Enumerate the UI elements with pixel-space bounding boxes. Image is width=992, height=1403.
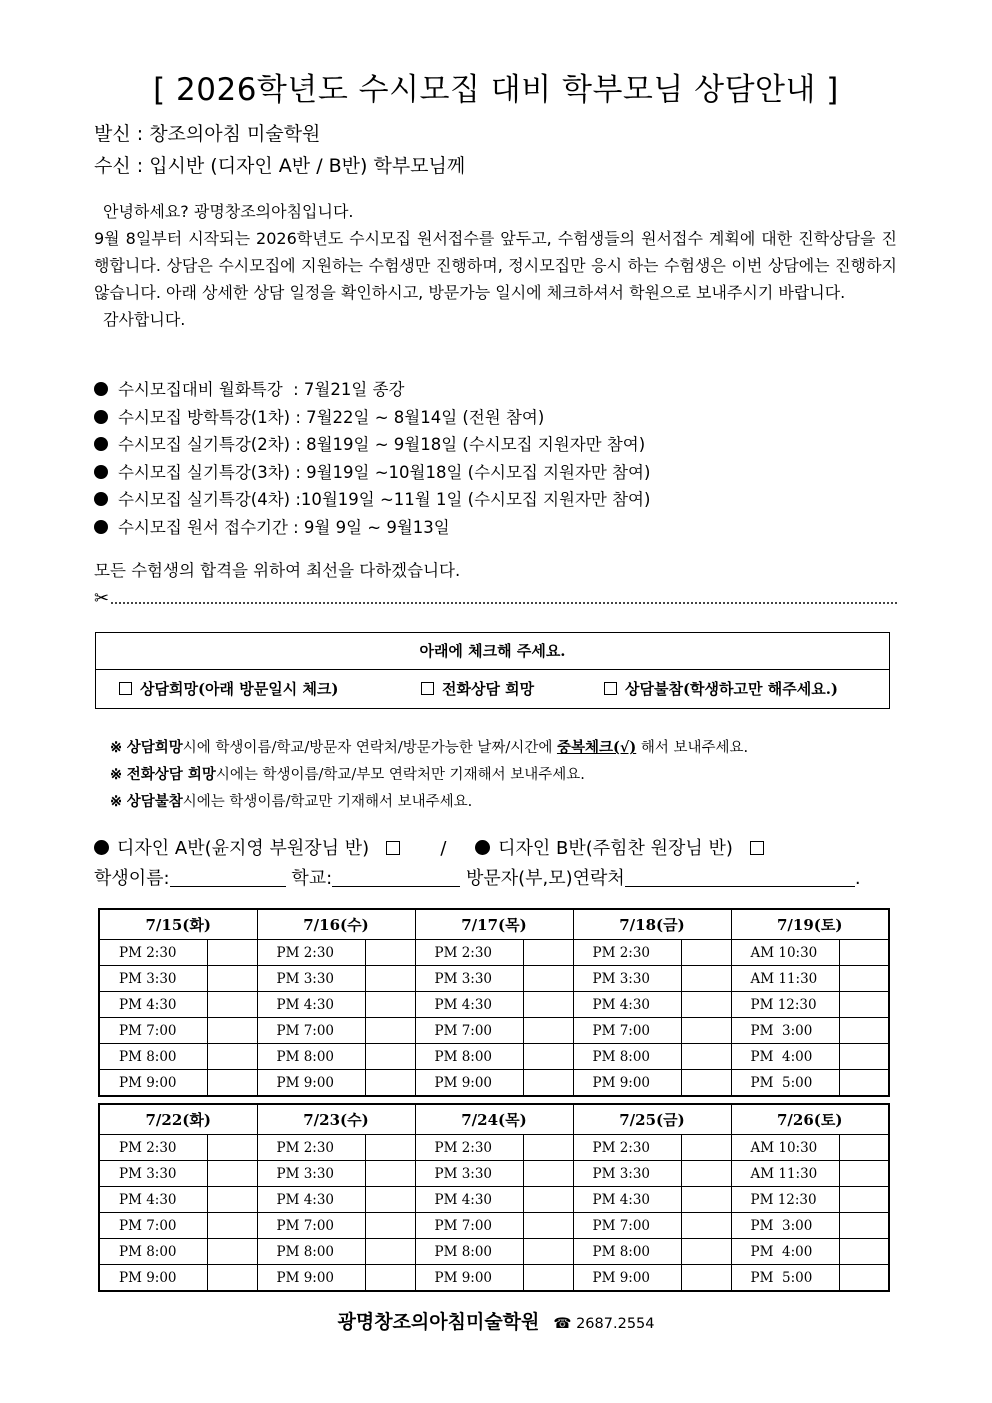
time-check-cell[interactable]: [207, 1239, 257, 1265]
class-b-checkbox[interactable]: [750, 841, 764, 855]
time-check-cell[interactable]: [365, 966, 415, 992]
closing-text: 모든 수험생의 합격을 위하여 최선을 다하겠습니다.: [94, 561, 461, 580]
time-check-cell[interactable]: [207, 1135, 257, 1161]
time-check-cell[interactable]: [681, 1044, 731, 1070]
time-row: [99, 940, 889, 966]
time-check-cell[interactable]: [839, 1135, 889, 1161]
time-check-cell[interactable]: [839, 1187, 889, 1213]
option-no-attend[interactable]: [604, 670, 838, 709]
time-check-cell[interactable]: [523, 1044, 573, 1070]
time-slot: PM 3:30: [257, 966, 365, 992]
time-check-cell[interactable]: [681, 1239, 731, 1265]
school-label: 학교:: [291, 868, 333, 889]
time-check-cell[interactable]: [681, 1265, 731, 1292]
bullet-text: 수시모집대비 월화특강 : 7월21일 종강: [118, 380, 405, 399]
bullet-icon: [475, 840, 490, 855]
time-slot: PM 5:00: [731, 1265, 839, 1292]
footer: [0, 1307, 992, 1334]
schedule-bullet: [94, 486, 650, 514]
day-header: 7/22(화): [99, 1104, 257, 1135]
time-row: [99, 1161, 889, 1187]
time-slot: PM 7:00: [99, 1213, 207, 1239]
time-row: [99, 1187, 889, 1213]
time-slot: PM 9:00: [257, 1265, 365, 1292]
intro-text: [94, 198, 897, 333]
time-slot: PM 9:00: [415, 1070, 523, 1097]
time-check-cell[interactable]: [839, 1161, 889, 1187]
bullet-text: 수시모집 실기특강(3차) : 9월19일 ~10월18일 (수시모집 지원자만 참여): [118, 462, 651, 482]
time-slot: PM 7:00: [257, 1213, 365, 1239]
time-slot: AM 11:30: [731, 966, 839, 992]
student-name-field[interactable]: [170, 868, 286, 887]
time-slot: PM 8:00: [573, 1044, 681, 1070]
bullet-text: 수시모집 방학특강(1차) : 7월22일 ~ 8월14일 (전원 참여): [118, 407, 545, 427]
time-slot: PM 9:00: [573, 1070, 681, 1097]
time-check-cell[interactable]: [365, 1018, 415, 1044]
note-emphasis: 중복체크(√): [556, 739, 637, 756]
field-end-dot: .: [854, 868, 861, 889]
time-check-cell[interactable]: [365, 1239, 415, 1265]
time-slot: PM 9:00: [573, 1265, 681, 1292]
time-slot: PM 2:30: [573, 940, 681, 966]
time-row: [99, 1135, 889, 1161]
time-slot: PM 3:30: [257, 1161, 365, 1187]
time-check-cell[interactable]: [207, 966, 257, 992]
time-check-cell[interactable]: [839, 1070, 889, 1097]
time-check-cell[interactable]: [207, 1265, 257, 1292]
time-check-cell[interactable]: [365, 1265, 415, 1292]
schedule-bullet: [94, 376, 650, 404]
day-header: 7/24(목): [415, 1104, 573, 1135]
time-slot: PM 12:30: [731, 992, 839, 1018]
schedule-bullet: [94, 431, 650, 459]
checkbox-icon[interactable]: [604, 682, 617, 695]
body-text: 9월 8일부터 시작되는 2026학년도 수시모집 원서접수를 앞두고, 수험생들의 원서접수 계획에 대한 진학상담을 진행합니다. 상담은 수시모집에 지원하는 수험생만 진행하며, 정시모집만 응시 하는 수험생은 이번 상담에는 진행하지 않습니다. 아래 상세한 상담 일정을 확인하시고, 방문가능 일시에 체크하셔서 학원으로 보내주시기 바랍니다.: [94, 229, 897, 302]
time-slot: PM 8:00: [415, 1239, 523, 1265]
note-bold: 상담희망: [126, 739, 183, 756]
bullet-icon: [94, 492, 108, 506]
time-check-cell[interactable]: [365, 1161, 415, 1187]
time-check-cell[interactable]: [681, 992, 731, 1018]
time-slot: PM 4:00: [731, 1044, 839, 1070]
time-check-cell[interactable]: [365, 1135, 415, 1161]
phone-number: [553, 1316, 654, 1332]
day-header: 7/17(목): [415, 909, 573, 940]
time-check-cell[interactable]: [839, 940, 889, 966]
time-slot: PM 3:30: [573, 1161, 681, 1187]
time-row: [99, 1213, 889, 1239]
time-slot: PM 8:00: [573, 1239, 681, 1265]
time-row: [99, 1018, 889, 1044]
time-check-cell[interactable]: [839, 992, 889, 1018]
academy-name: 광명창조의아침미술학원: [337, 1311, 540, 1333]
phone-text: 2687.2554: [576, 1316, 655, 1332]
day-header: 7/15(화): [99, 909, 257, 940]
class-b-label: 디자인 B반(주힘찬 원장님 반): [498, 838, 733, 859]
time-row: [99, 1044, 889, 1070]
option-label: 전화상담 희망: [442, 680, 535, 698]
bullet-icon: [94, 840, 109, 855]
option-label: 상담불참(학생하고만 해주세요.): [625, 680, 839, 698]
time-check-cell[interactable]: [207, 1213, 257, 1239]
time-slot: PM 8:00: [257, 1239, 365, 1265]
time-check-cell[interactable]: [207, 1070, 257, 1097]
time-slot: PM 3:30: [415, 1161, 523, 1187]
time-slot: PM 3:00: [731, 1018, 839, 1044]
note-text: 해서 보내주세요.: [636, 740, 749, 756]
note-bold: 상담불참: [126, 793, 183, 810]
time-check-cell[interactable]: [523, 1161, 573, 1187]
time-slot: AM 10:30: [731, 1135, 839, 1161]
time-slot: PM 8:00: [99, 1239, 207, 1265]
note-bold: 전화상담 희망: [126, 766, 216, 783]
time-slot: PM 3:00: [731, 1213, 839, 1239]
time-slot: PM 7:00: [573, 1018, 681, 1044]
time-check-cell[interactable]: [681, 1161, 731, 1187]
time-slot: PM 2:30: [573, 1135, 681, 1161]
note-mark: ※: [110, 793, 123, 810]
option-label: 상담희망(아래 방문일시 체크): [140, 680, 339, 698]
time-slot: PM 8:00: [415, 1044, 523, 1070]
time-slot: PM 9:00: [257, 1070, 365, 1097]
contact-field[interactable]: [625, 868, 855, 887]
time-check-cell[interactable]: [365, 1070, 415, 1097]
bullet-text: 수시모집 실기특강(2차) : 8월19일 ~ 9월18일 (수시모집 지원자만 참여): [118, 435, 646, 454]
option-consult-wanted[interactable]: [119, 670, 339, 709]
time-check-cell[interactable]: [523, 1187, 573, 1213]
day-header-row: [99, 909, 889, 940]
time-slot: PM 4:30: [573, 1187, 681, 1213]
time-check-cell[interactable]: [523, 1135, 573, 1161]
time-slot: PM 9:00: [99, 1070, 207, 1097]
time-slot: PM 7:00: [415, 1018, 523, 1044]
day-header: 7/18(금): [573, 909, 731, 940]
time-slot: PM 2:30: [99, 1135, 207, 1161]
time-slot: PM 3:30: [99, 1161, 207, 1187]
time-row: [99, 992, 889, 1018]
class-select-line: [94, 834, 764, 860]
time-check-cell[interactable]: [365, 1044, 415, 1070]
time-check-cell[interactable]: [207, 1044, 257, 1070]
dotted-line: [111, 592, 897, 604]
time-slot: PM 9:00: [99, 1265, 207, 1292]
time-slot: PM 2:30: [415, 1135, 523, 1161]
sender-line: 발신 : 창조의아침 미술학원: [94, 123, 321, 145]
time-slot: PM 9:00: [415, 1265, 523, 1292]
note-mark: ※: [110, 739, 123, 756]
time-check-cell[interactable]: [207, 1018, 257, 1044]
time-check-cell[interactable]: [681, 1213, 731, 1239]
bullet-icon: [94, 437, 108, 451]
time-slot: PM 4:30: [573, 992, 681, 1018]
note-row: [110, 788, 748, 815]
recipient-line: 수신 : 입시반 (디자인 A반 / B반) 학부모님께: [94, 155, 466, 177]
bullet-text: 수시모집 원서 접수기간 : 9월 9일 ~ 9월13일: [118, 517, 450, 537]
consult-options-box: [95, 632, 890, 709]
bullet-icon: [94, 465, 108, 479]
separator: /: [440, 838, 447, 859]
time-slot: PM 2:30: [415, 940, 523, 966]
time-slot: PM 4:30: [415, 1187, 523, 1213]
class-a-label: 디자인 A반(윤지영 부원장님 반): [117, 838, 370, 859]
time-check-cell[interactable]: [839, 1239, 889, 1265]
contact-label: 방문자(부,모)연락처: [465, 868, 625, 889]
checkbox-icon[interactable]: [421, 682, 434, 695]
day-header-row: [99, 1104, 889, 1135]
time-slot: PM 8:00: [99, 1044, 207, 1070]
time-slot: PM 7:00: [415, 1213, 523, 1239]
time-check-cell[interactable]: [207, 1161, 257, 1187]
time-slot: PM 5:00: [731, 1070, 839, 1097]
time-check-cell[interactable]: [523, 1213, 573, 1239]
greeting: 안녕하세요? 광명창조의아침입니다.: [103, 202, 354, 221]
time-check-cell[interactable]: [523, 966, 573, 992]
time-check-cell[interactable]: [523, 1018, 573, 1044]
time-slot: PM 3:30: [415, 966, 523, 992]
student-name-label: 학생이름:: [94, 868, 170, 889]
day-header: 7/19(토): [731, 909, 889, 940]
note-mark: ※: [110, 766, 123, 783]
note-row: [110, 761, 748, 788]
class-a-checkbox[interactable]: [386, 841, 400, 855]
bullet-icon: [94, 382, 108, 396]
time-slot: PM 2:30: [99, 940, 207, 966]
time-check-cell[interactable]: [523, 1239, 573, 1265]
time-slot: PM 7:00: [573, 1213, 681, 1239]
time-slot: PM 12:30: [731, 1187, 839, 1213]
time-check-cell[interactable]: [365, 1213, 415, 1239]
time-check-cell[interactable]: [839, 1044, 889, 1070]
time-check-cell[interactable]: [839, 966, 889, 992]
schedule-bullet: [94, 514, 650, 542]
info-fields: [94, 864, 861, 890]
time-row: [99, 1239, 889, 1265]
schedule-bullets: [94, 376, 650, 541]
time-check-cell[interactable]: [365, 992, 415, 1018]
note-text: 시에 학생이름/학교/방문자 연락처/방문가능한 날짜/시간에: [182, 740, 557, 756]
time-check-cell[interactable]: [523, 1265, 573, 1292]
schedule-table-week1: [98, 908, 890, 1097]
notes: [110, 734, 748, 815]
time-check-cell[interactable]: [365, 1187, 415, 1213]
bullet-text: 수시모집 실기특강(4차) :10월19일 ~11월 1일 (수시모집 지원자만 참여): [118, 490, 651, 509]
time-check-cell[interactable]: [839, 1213, 889, 1239]
time-check-cell[interactable]: [839, 1018, 889, 1044]
time-slot: PM 4:30: [257, 1187, 365, 1213]
time-slot: PM 7:00: [99, 1018, 207, 1044]
time-check-cell[interactable]: [681, 940, 731, 966]
time-check-cell[interactable]: [523, 992, 573, 1018]
page-title: [ 2026학년도 수시모집 대비 학부모님 상담안내 ]: [153, 72, 839, 108]
time-slot: AM 11:30: [731, 1161, 839, 1187]
bullet-icon: [94, 520, 108, 534]
schedule-bullet: [94, 404, 650, 432]
schedule-table-week2: [98, 1103, 890, 1292]
time-slot: PM 2:30: [257, 940, 365, 966]
checkbox-icon[interactable]: [119, 682, 132, 695]
time-check-cell[interactable]: [681, 966, 731, 992]
day-header: 7/16(수): [257, 909, 415, 940]
day-header: 7/26(토): [731, 1104, 889, 1135]
time-row: [99, 966, 889, 992]
bullet-icon: [94, 410, 108, 424]
time-slot: PM 8:00: [257, 1044, 365, 1070]
time-check-cell[interactable]: [681, 1070, 731, 1097]
phone-icon: ☎: [553, 1316, 572, 1332]
time-check-cell[interactable]: [207, 992, 257, 1018]
thanks-text: 감사합니다.: [103, 310, 186, 329]
options-heading: 아래에 체크해 주세요.: [96, 633, 889, 670]
schedule-bullet: [94, 459, 650, 487]
note-row: [110, 734, 748, 761]
time-check-cell[interactable]: [365, 940, 415, 966]
time-slot: PM 4:30: [415, 992, 523, 1018]
time-check-cell[interactable]: [207, 1187, 257, 1213]
day-header: 7/25(금): [573, 1104, 731, 1135]
time-slot: PM 4:30: [99, 1187, 207, 1213]
time-check-cell[interactable]: [839, 1265, 889, 1292]
option-phone-consult[interactable]: [421, 670, 534, 709]
time-slot: PM 2:30: [257, 1135, 365, 1161]
time-check-cell[interactable]: [681, 1135, 731, 1161]
cut-line: [94, 586, 897, 610]
note-text: 시에는 학생이름/학교/부모 연락처만 기재해서 보내주세요.: [215, 767, 585, 783]
time-check-cell[interactable]: [681, 1018, 731, 1044]
time-slot: PM 4:00: [731, 1239, 839, 1265]
time-slot: PM 3:30: [573, 966, 681, 992]
day-header: 7/23(수): [257, 1104, 415, 1135]
time-row: [99, 1265, 889, 1292]
time-row: [99, 1070, 889, 1097]
time-slot: PM 4:30: [257, 992, 365, 1018]
scissors-icon: ✂: [94, 587, 110, 609]
time-check-cell[interactable]: [207, 940, 257, 966]
time-slot: PM 7:00: [257, 1018, 365, 1044]
time-check-cell[interactable]: [681, 1187, 731, 1213]
note-text: 시에는 학생이름/학교만 기재해서 보내주세요.: [182, 794, 473, 810]
time-check-cell[interactable]: [523, 940, 573, 966]
school-field[interactable]: [332, 868, 460, 887]
time-check-cell[interactable]: [523, 1070, 573, 1097]
time-slot: PM 4:30: [99, 992, 207, 1018]
time-slot: AM 10:30: [731, 940, 839, 966]
time-slot: PM 3:30: [99, 966, 207, 992]
